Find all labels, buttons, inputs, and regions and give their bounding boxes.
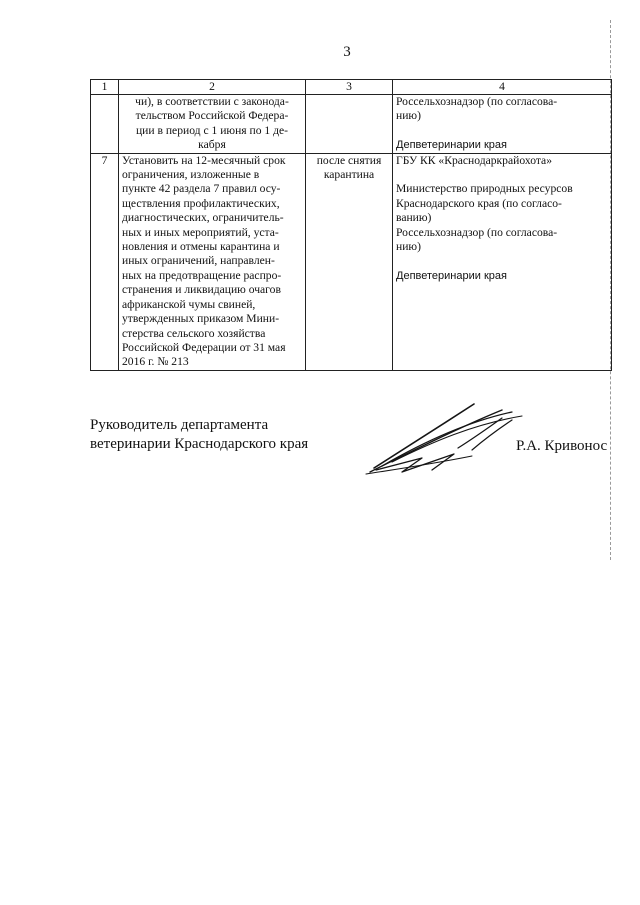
responsible-line: Министерство природных ресурсов [396,182,573,196]
responsible-line: ГБУ КК «Краснодаркрайохота» [396,153,552,167]
header-col-4: 4 [393,80,612,95]
measure-line: ных на предотвращение распро- [122,268,282,282]
row-number-cell: 7 [91,153,119,370]
measure-line: новления и отмены карантина и [122,240,280,254]
measure-line: африканской чумы свиней, [122,297,256,311]
table-row [91,153,612,370]
responsible-cell [393,153,612,370]
measure-line: 2016 г. № 213 [122,355,189,369]
row-number-cell [91,95,119,154]
table-header-row [91,80,612,95]
signer-position-line: ветеринарии Краснодарского края [90,436,309,452]
measure-line: диагностических, ограничитель- [122,211,284,225]
measure-line: странения и ликвидацию очагов [122,283,281,297]
deadline-line: после снятия [316,153,382,167]
responsible-cell [393,95,612,154]
blank-line [396,124,608,138]
header-col-2: 2 [119,80,306,95]
deadline-cell [306,153,393,370]
responsible-line: Россельхознадзор (по согласова- [396,225,558,239]
responsible-line: Депветеринарии края [396,269,507,282]
responsible-line: Краснодарского края (по согласо- [396,196,562,210]
responsible-line: Депветеринарии края [396,139,507,152]
measure-line: ции в период с 1 июня по 1 де- [135,123,289,137]
signer-name: Р.А. Кривонос [516,438,608,454]
measure-cell [119,153,306,370]
page-number: 3 [343,44,351,60]
measure-line: ных и иных мероприятий, уста- [122,225,279,239]
header-col-3: 3 [306,80,393,95]
measure-cell [119,95,306,154]
handwritten-signature [362,398,532,478]
deadline-cell [306,95,393,154]
measure-line: тельством Российской Федера- [135,109,289,123]
measure-line: чи), в соответствии с законода- [135,95,289,108]
signer-position [90,416,308,454]
blank-line [396,254,608,268]
blank-line [396,168,608,182]
responsible-line: нию) [396,240,421,254]
measures-table [90,79,612,371]
measure-line: пункте 42 раздела 7 правил осу- [122,182,281,196]
responsible-line: ванию) [396,211,432,225]
measure-line: ществления профилактических, [122,196,280,210]
responsible-line: Россельхознадзор (по согласова- [396,95,558,108]
signer-position-line: Руководитель департамента [90,417,269,433]
measure-line: Российской Федерации от 31 мая [122,340,286,354]
measure-line: утвержденных приказом Мини- [122,312,280,326]
deadline-line: карантина [323,168,375,182]
measure-line: Установить на 12-месячный срок [122,153,286,167]
table-row [91,95,612,154]
measure-line: кабря [198,138,226,152]
responsible-line: нию) [396,109,421,123]
measure-line: иных ограничений, направлен- [122,254,275,268]
measure-line: стерства сельского хозяйства [122,326,266,340]
measure-line: ограничения, изложенные в [122,168,260,182]
header-col-1: 1 [91,80,119,95]
